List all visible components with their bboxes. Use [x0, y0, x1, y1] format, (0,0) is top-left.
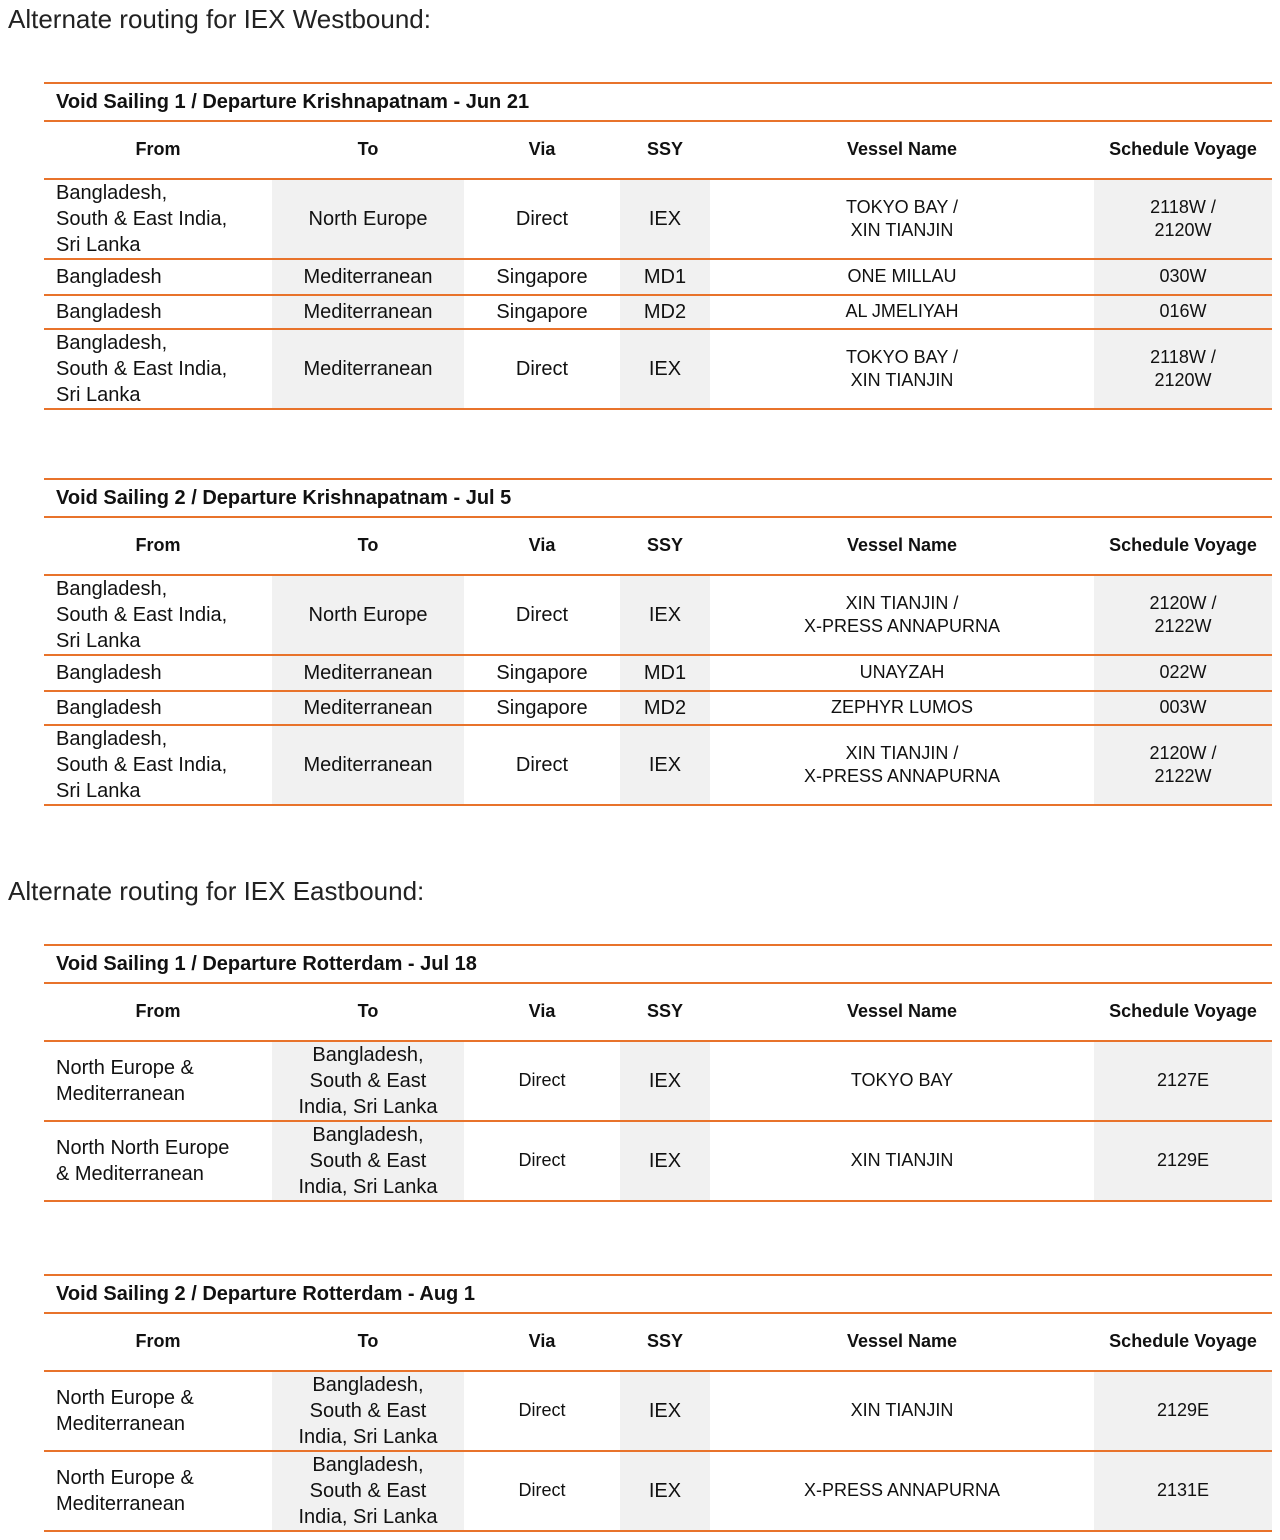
cell-ssy: MD1: [620, 655, 710, 691]
cell-via: Direct: [464, 1121, 620, 1201]
cell-line: X-PRESS ANNAPURNA: [803, 616, 1001, 636]
cell-via: Singapore: [464, 259, 620, 295]
column-header-from: From: [44, 983, 272, 1041]
sailing-table-westbound-2: [44, 478, 1272, 806]
cell-line: UNAYZAH: [859, 662, 945, 683]
cell-from: [44, 575, 272, 655]
cell-line: XIN TIANJIN: [850, 220, 954, 240]
column-header-from: From: [44, 1313, 272, 1371]
column-header-via: Via: [464, 517, 620, 575]
cell-vessel: [710, 1121, 1094, 1201]
cell-via: Direct: [464, 1041, 620, 1121]
column-header-vessel: Vessel Name: [710, 121, 1094, 179]
cell-line: North Europe &: [56, 1387, 194, 1409]
cell-to: [272, 179, 464, 259]
cell-line: South & East: [309, 1150, 427, 1172]
cell-voyage: [1094, 725, 1272, 805]
cell-line: Mediterranean: [303, 697, 433, 719]
table-row: [44, 1041, 1272, 1121]
cell-voyage: [1094, 1121, 1272, 1201]
column-header-vessel: Vessel Name: [710, 517, 1094, 575]
cell-line: North Europe: [308, 604, 428, 626]
cell-line: 2122W: [1154, 766, 1212, 786]
column-header-vessel: Vessel Name: [710, 983, 1094, 1041]
cell-line: Mediterranean: [56, 1413, 185, 1435]
cell-line: Bangladesh,: [312, 1124, 424, 1146]
cell-to: [272, 329, 464, 409]
cell-line: North Europe &: [56, 1467, 194, 1489]
cell-ssy: IEX: [620, 329, 710, 409]
westbound-heading: Alternate routing for IEX Westbound:: [8, 4, 431, 34]
cell-line: XIN TIANJIN: [850, 1400, 954, 1421]
cell-from: [44, 1121, 272, 1201]
cell-via: Direct: [464, 1371, 620, 1451]
cell-line: 030W: [1159, 266, 1207, 287]
cell-voyage: [1094, 329, 1272, 409]
cell-to: [272, 1451, 464, 1531]
cell-via: Singapore: [464, 691, 620, 725]
cell-ssy: MD2: [620, 295, 710, 329]
cell-to: [272, 295, 464, 329]
cell-line: Bangladesh,: [56, 332, 168, 354]
cell-from: [44, 655, 272, 691]
sailing-title: Void Sailing 1 / Departure Krishnapatnam - Jun 21: [44, 83, 1272, 121]
cell-to: [272, 725, 464, 805]
cell-line: 003W: [1159, 697, 1207, 718]
cell-line: Bangladesh: [56, 301, 162, 323]
cell-line: Mediterranean: [56, 1493, 185, 1515]
routing-table: [44, 478, 1272, 806]
table-row: [44, 575, 1272, 655]
column-header-from: From: [44, 517, 272, 575]
column-header-voyage: Schedule Voyage: [1094, 1313, 1272, 1371]
cell-line: XIN TIANJIN /: [845, 592, 959, 613]
cell-line: TOKYO BAY /: [845, 346, 959, 367]
cell-via: Direct: [464, 725, 620, 805]
cell-from: [44, 179, 272, 259]
cell-line: North Europe &: [56, 1057, 194, 1079]
cell-line: South & East India,: [56, 358, 228, 380]
cell-line: ZEPHYR LUMOS: [830, 697, 974, 718]
sailing-title: Void Sailing 2 / Departure Krishnapatnam - Jul 5: [44, 479, 1272, 517]
cell-line: Bangladesh,: [312, 1454, 424, 1476]
cell-from: [44, 329, 272, 409]
eastbound-heading: Alternate routing for IEX Eastbound:: [8, 876, 425, 906]
cell-vessel: [710, 1451, 1094, 1531]
cell-line: Mediterranean: [303, 358, 433, 380]
cell-voyage: [1094, 691, 1272, 725]
cell-to: [272, 691, 464, 725]
cell-voyage: [1094, 259, 1272, 295]
cell-line: X-PRESS ANNAPURNA: [803, 766, 1001, 786]
cell-line: Mediterranean: [303, 301, 433, 323]
cell-line: 2120W: [1154, 220, 1212, 240]
column-header-via: Via: [464, 121, 620, 179]
cell-via: Direct: [464, 1451, 620, 1531]
cell-from: [44, 1451, 272, 1531]
cell-line: Mediterranean: [56, 1083, 185, 1105]
cell-line: Bangladesh,: [56, 578, 168, 600]
column-header-ssy: SSY: [620, 983, 710, 1041]
cell-voyage: [1094, 1451, 1272, 1531]
sailing-title: Void Sailing 2 / Departure Rotterdam - Aug 1: [44, 1275, 1272, 1313]
cell-line: 2120W /: [1149, 742, 1217, 763]
cell-line: South & East: [309, 1070, 427, 1092]
sailing-title: Void Sailing 1 / Departure Rotterdam - Jul 18: [44, 945, 1272, 983]
cell-from: [44, 1041, 272, 1121]
cell-vessel: [710, 1371, 1094, 1451]
cell-line: South & East India,: [56, 208, 228, 230]
cell-ssy: MD1: [620, 259, 710, 295]
cell-line: XIN TIANJIN: [850, 370, 954, 390]
cell-line: Bangladesh,: [56, 182, 168, 204]
cell-ssy: IEX: [620, 1121, 710, 1201]
cell-to: [272, 655, 464, 691]
cell-vessel: [710, 655, 1094, 691]
routing-table: [44, 944, 1272, 1202]
cell-line: South & East: [309, 1480, 427, 1502]
cell-line: Mediterranean: [303, 266, 433, 288]
column-header-ssy: SSY: [620, 517, 710, 575]
cell-ssy: IEX: [620, 179, 710, 259]
cell-line: Sri Lanka: [56, 630, 141, 652]
cell-from: [44, 1371, 272, 1451]
cell-line: 2127E: [1156, 1070, 1210, 1091]
cell-line: X-PRESS ANNAPURNA: [803, 1480, 1001, 1501]
cell-voyage: [1094, 655, 1272, 691]
cell-line: South & East India,: [56, 604, 228, 626]
cell-vessel: [710, 259, 1094, 295]
cell-line: 2129E: [1157, 1400, 1210, 1421]
cell-vessel: [710, 179, 1094, 259]
cell-to: [272, 259, 464, 295]
cell-line: & Mediterranean: [56, 1163, 204, 1185]
cell-vessel: [710, 691, 1094, 725]
cell-vessel: [710, 725, 1094, 805]
column-header-to: To: [272, 121, 464, 179]
cell-line: 2120W: [1154, 370, 1212, 390]
cell-line: 2120W /: [1149, 592, 1217, 613]
cell-voyage: [1094, 179, 1272, 259]
column-header-ssy: SSY: [620, 121, 710, 179]
table-row: [44, 725, 1272, 805]
cell-from: [44, 259, 272, 295]
cell-line: India, Sri Lanka: [298, 1096, 438, 1118]
cell-via: Direct: [464, 179, 620, 259]
cell-ssy: IEX: [620, 1451, 710, 1531]
column-header-to: To: [272, 1313, 464, 1371]
cell-line: Bangladesh: [56, 662, 162, 684]
cell-line: XIN TIANJIN /: [845, 742, 959, 763]
cell-from: [44, 295, 272, 329]
table-row: [44, 1121, 1272, 1201]
cell-line: South & East India,: [56, 754, 228, 776]
cell-voyage: [1094, 1371, 1272, 1451]
cell-line: North Europe: [308, 208, 428, 230]
cell-ssy: IEX: [620, 725, 710, 805]
cell-line: TOKYO BAY: [850, 1070, 954, 1091]
cell-via: Direct: [464, 329, 620, 409]
cell-from: [44, 691, 272, 725]
cell-line: South & East: [309, 1400, 427, 1422]
cell-line: North North Europe: [56, 1137, 230, 1159]
table-row: [44, 691, 1272, 725]
cell-to: [272, 1041, 464, 1121]
cell-line: Bangladesh,: [312, 1044, 424, 1066]
column-header-to: To: [272, 983, 464, 1041]
table-row: [44, 655, 1272, 691]
cell-vessel: [710, 1041, 1094, 1121]
cell-line: Mediterranean: [303, 754, 433, 776]
cell-line: AL JMELIYAH: [845, 301, 959, 322]
cell-line: Bangladesh,: [56, 728, 168, 750]
column-header-vessel: Vessel Name: [710, 1313, 1094, 1371]
cell-line: 2129E: [1156, 1150, 1210, 1171]
cell-ssy: IEX: [620, 1371, 710, 1451]
cell-voyage: [1094, 295, 1272, 329]
routing-table: [44, 82, 1272, 410]
cell-via: Direct: [464, 575, 620, 655]
cell-to: [272, 575, 464, 655]
column-header-ssy: SSY: [620, 1313, 710, 1371]
column-header-voyage: Schedule Voyage: [1094, 121, 1272, 179]
table-row: [44, 259, 1272, 295]
column-header-via: Via: [464, 1313, 620, 1371]
cell-vessel: [710, 295, 1094, 329]
cell-line: 2118W /: [1150, 196, 1216, 217]
column-header-voyage: Schedule Voyage: [1094, 983, 1272, 1041]
table-row: [44, 329, 1272, 409]
cell-line: Bangladesh,: [312, 1374, 424, 1396]
cell-line: India, Sri Lanka: [298, 1176, 438, 1198]
cell-vessel: [710, 329, 1094, 409]
cell-line: Sri Lanka: [56, 780, 141, 802]
sailing-table-westbound-1: [44, 82, 1272, 410]
cell-line: Mediterranean: [303, 662, 433, 684]
cell-ssy: MD2: [620, 691, 710, 725]
sailing-table-eastbound-1: [44, 944, 1272, 1202]
cell-line: Sri Lanka: [56, 384, 141, 406]
routing-table: [44, 1274, 1272, 1532]
cell-vessel: [710, 575, 1094, 655]
cell-via: Singapore: [464, 295, 620, 329]
cell-line: Sri Lanka: [56, 234, 141, 256]
cell-to: [272, 1121, 464, 1201]
column-header-from: From: [44, 121, 272, 179]
column-header-voyage: Schedule Voyage: [1094, 517, 1272, 575]
table-row: [44, 1371, 1272, 1451]
cell-via: Singapore: [464, 655, 620, 691]
cell-line: Bangladesh: [56, 266, 162, 288]
cell-voyage: [1094, 1041, 1272, 1121]
cell-to: [272, 1371, 464, 1451]
cell-line: 022W: [1159, 662, 1207, 683]
cell-line: 2131E: [1157, 1480, 1210, 1501]
table-row: [44, 179, 1272, 259]
cell-line: 2118W /: [1150, 346, 1216, 367]
cell-from: [44, 725, 272, 805]
table-row: [44, 1451, 1272, 1531]
cell-ssy: IEX: [620, 575, 710, 655]
cell-ssy: IEX: [620, 1041, 710, 1121]
cell-line: TOKYO BAY /: [845, 196, 959, 217]
table-row: [44, 295, 1272, 329]
column-header-to: To: [272, 517, 464, 575]
cell-line: XIN TIANJIN: [850, 1150, 954, 1171]
cell-voyage: [1094, 575, 1272, 655]
cell-line: ONE MILLAU: [847, 266, 957, 287]
cell-line: Bangladesh: [56, 697, 162, 719]
cell-line: India, Sri Lanka: [298, 1426, 438, 1448]
cell-line: 016W: [1159, 301, 1207, 322]
cell-line: 2122W: [1154, 616, 1212, 636]
column-header-via: Via: [464, 983, 620, 1041]
cell-line: India, Sri Lanka: [298, 1506, 438, 1528]
sailing-table-eastbound-2: [44, 1274, 1272, 1532]
